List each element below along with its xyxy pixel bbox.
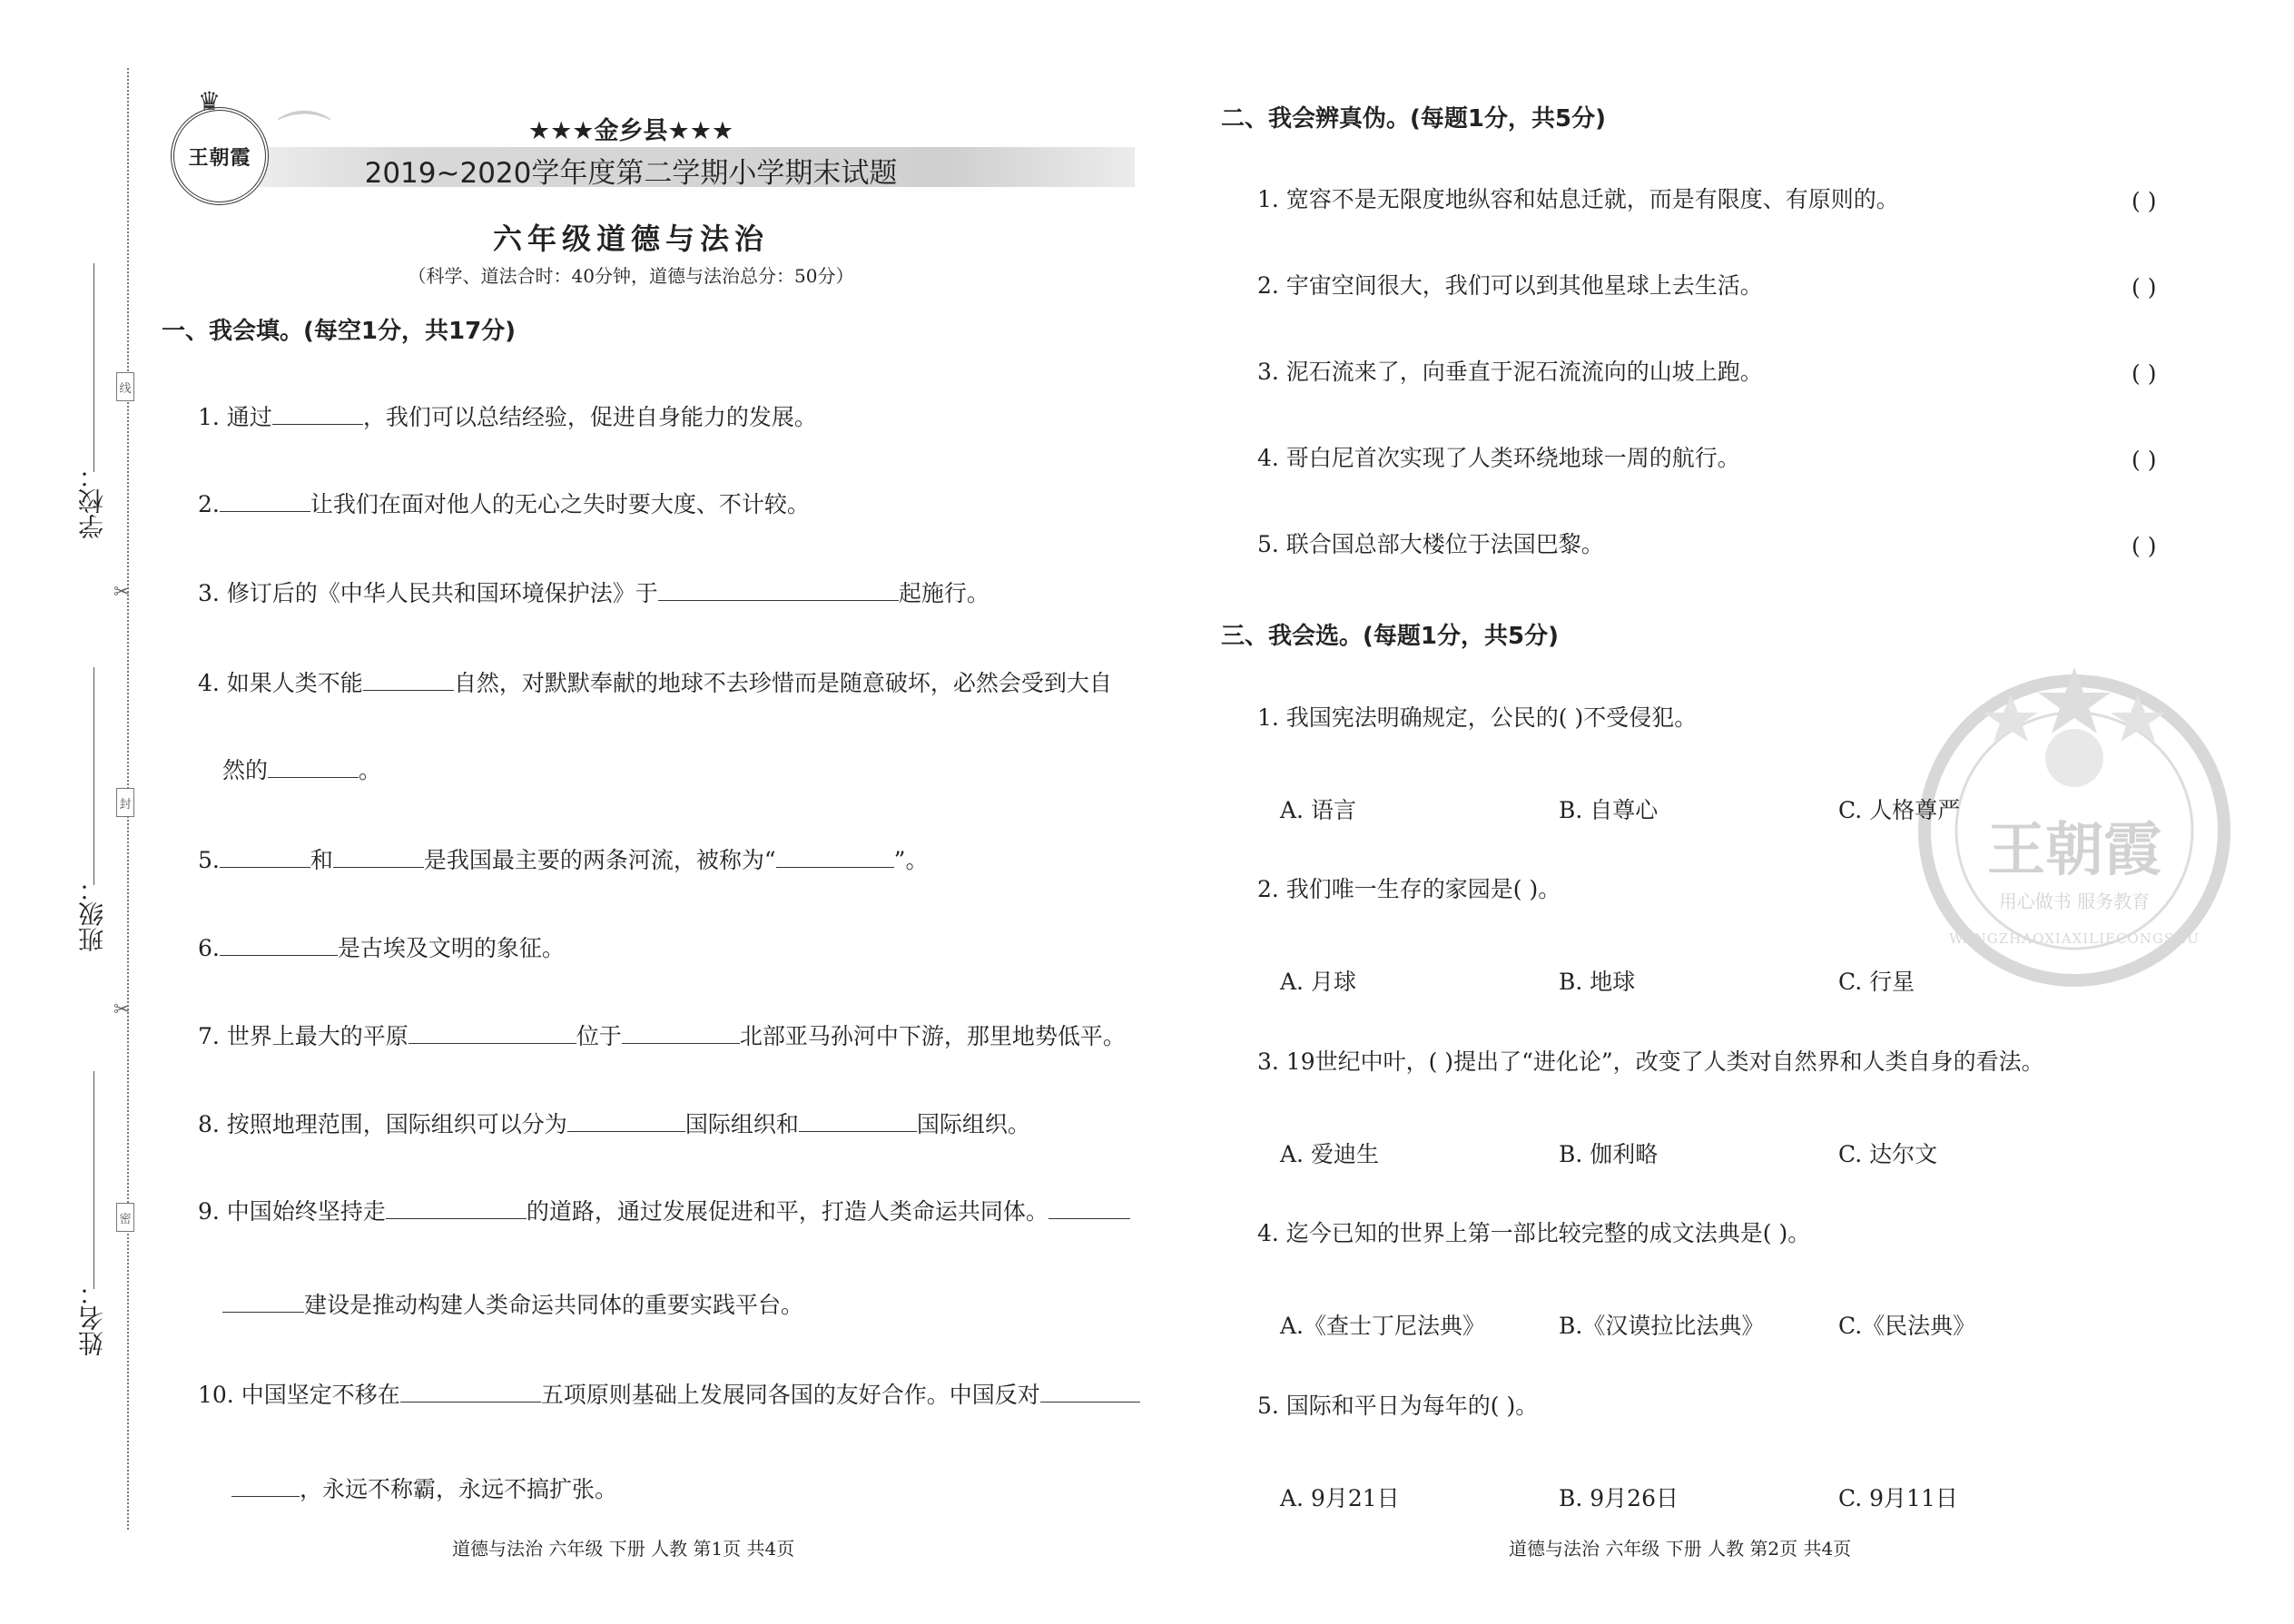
exam-title: 2019~2020学年度第二学期小学期末试题 bbox=[364, 157, 898, 190]
crown-icon: ♛ bbox=[198, 86, 222, 116]
tf-answer-4[interactable]: ( ) bbox=[2132, 447, 2157, 473]
q5-fill: 5. 和 是我国最主要的两条河流，被称为“ ”。 bbox=[198, 847, 929, 873]
q8-fill: 8. 按照地理范围，国际组织可以分为 国际组织和 国际组织。 bbox=[198, 1111, 1030, 1137]
mc-question-2: 2. 我们唯一生存的家园是( )。 bbox=[1257, 876, 1561, 902]
tf-item-5: 5. 联合国总部大楼位于法国巴黎。 bbox=[1257, 531, 1604, 557]
answer-blank[interactable] bbox=[1049, 1198, 1130, 1219]
mc3-option-c[interactable]: C. 达尔文 bbox=[1838, 1141, 1938, 1167]
answer-blank[interactable] bbox=[272, 404, 363, 425]
q1-fill: 1. 通过 ，我们可以总结经验，促进自身能力的发展。 bbox=[198, 404, 817, 430]
logo-text: 王朝霞 bbox=[188, 145, 251, 170]
section3-title: 三、我会选。(每题1分，共5分) bbox=[1221, 623, 1559, 650]
county-title: ★★★金乡县★★★ bbox=[527, 117, 734, 145]
mc-question-5: 5. 国际和平日为每年的( )。 bbox=[1257, 1393, 1539, 1419]
answer-blank[interactable] bbox=[400, 1382, 541, 1403]
mc3-option-a[interactable]: A. 爱迪生 bbox=[1280, 1141, 1379, 1167]
bind-mark-secret: 密 bbox=[116, 1203, 134, 1232]
mc-question-1: 1. 我国宪法明确规定，公民的( )不受侵犯。 bbox=[1257, 704, 1698, 731]
answer-blank[interactable] bbox=[658, 580, 899, 601]
footer-right: 道德与法治 六年级 下册 人教 第2页 共4页 bbox=[1509, 1538, 1852, 1560]
answer-blank[interactable] bbox=[268, 757, 359, 778]
tf-item-2: 2. 宇宙空间很大，我们可以到其他星球上去生活。 bbox=[1257, 272, 1763, 299]
q9-fill-cont: 建设是推动构建人类命运共同体的重要实践平台。 bbox=[222, 1292, 803, 1316]
answer-blank[interactable] bbox=[1040, 1382, 1140, 1403]
q10-fill: 10. 中国坚定不移在 五项原则基础上发展同各国的友好合作。中国反对 bbox=[198, 1382, 1140, 1406]
q7-fill: 7. 世界上最大的平原 位于 北部亚马孙河中下游，那里地势低平。 bbox=[198, 1023, 1126, 1049]
mc1-option-b[interactable]: B. 自尊心 bbox=[1559, 797, 1659, 823]
answer-blank[interactable] bbox=[220, 491, 310, 512]
tf-item-1: 1. 宽容不是无限度地纵容和姑息迁就，而是有限度、有原则的。 bbox=[1257, 186, 1899, 212]
mc2-option-b[interactable]: B. 地球 bbox=[1559, 969, 1636, 995]
mc4-option-c[interactable]: C.《民法典》 bbox=[1838, 1313, 1976, 1339]
subject-title: 六年级道德与法治 bbox=[492, 221, 769, 256]
mc2-option-a[interactable]: A. 月球 bbox=[1280, 969, 1356, 995]
watermark-seal bbox=[1911, 667, 2238, 994]
tf-answer-2[interactable]: ( ) bbox=[2132, 274, 2157, 300]
answer-blank[interactable] bbox=[567, 1111, 685, 1132]
answer-blank[interactable] bbox=[222, 1292, 304, 1313]
tf-answer-5[interactable]: ( ) bbox=[2132, 533, 2157, 559]
watermark-name: 王朝霞 bbox=[1987, 816, 2161, 884]
mc4-option-a[interactable]: A.《查士丁尼法典》 bbox=[1280, 1313, 1486, 1339]
class-label: 班级： bbox=[77, 876, 107, 952]
q10-fill-cont: ，永远不称霸，永远不搞扩张。 bbox=[231, 1476, 617, 1501]
answer-blank[interactable] bbox=[409, 1023, 576, 1044]
answer-blank[interactable] bbox=[622, 1023, 740, 1044]
answer-blank[interactable] bbox=[333, 847, 424, 868]
mc3-option-b[interactable]: B. 伽利略 bbox=[1559, 1141, 1659, 1167]
mc-question-4: 4. 迄今已知的世界上第一部比较完整的成文法典是( )。 bbox=[1257, 1220, 1811, 1246]
answer-blank[interactable] bbox=[386, 1198, 527, 1219]
tf-item-4: 4. 哥白尼首次实现了人类环绕地球一周的航行。 bbox=[1257, 445, 1740, 471]
q2-fill: 2. 让我们在面对他人的无心之失时要大度、不计较。 bbox=[198, 491, 810, 517]
q6-fill: 6. 是古埃及文明的象征。 bbox=[198, 935, 565, 961]
tf-answer-1[interactable]: ( ) bbox=[2132, 188, 2157, 214]
q9-fill: 9. 中国始终坚持走 的道路，通过发展促进和平，打造人类命运共同体。 bbox=[198, 1198, 1130, 1223]
section1-title: 一、我会填。(每空1分，共17分) bbox=[162, 318, 517, 345]
name-label: 姓名： bbox=[77, 1280, 107, 1356]
mc5-option-a[interactable]: A. 9月21日 bbox=[1280, 1485, 1400, 1511]
q3-fill: 3. 修订后的《中华人民共和国环境保护法》于 起施行。 bbox=[198, 580, 989, 606]
watermark-slogan: 用心做书 服务教育 bbox=[1998, 891, 2151, 912]
answer-blank[interactable] bbox=[220, 935, 338, 956]
banner-ribbon-icon: ⌒ bbox=[277, 107, 331, 171]
tf-answer-3[interactable]: ( ) bbox=[2132, 360, 2157, 387]
q4-fill: 4. 如果人类不能 自然，对默默奉献的地球不去珍惜而是随意破坏，必然会受到大自 bbox=[198, 670, 1112, 696]
mc1-option-a[interactable]: A. 语言 bbox=[1280, 797, 1356, 823]
mc2-option-c[interactable]: C. 行星 bbox=[1838, 969, 1915, 995]
mc1-option-c[interactable]: C. 人格尊严 bbox=[1838, 797, 1961, 823]
section2-title: 二、我会辨真伪。(每题1分，共5分) bbox=[1221, 105, 1606, 133]
mc5-option-c[interactable]: C. 9月11日 bbox=[1838, 1485, 1958, 1511]
mc5-option-b[interactable]: B. 9月26日 bbox=[1559, 1485, 1679, 1511]
bind-mark-line: 线 bbox=[116, 372, 134, 401]
scissors-icon: ✂ bbox=[113, 581, 131, 604]
scissors-icon: ✂ bbox=[113, 999, 131, 1021]
mc4-option-b[interactable]: B.《汉谟拉比法典》 bbox=[1559, 1313, 1765, 1339]
answer-blank[interactable] bbox=[776, 847, 894, 868]
mc-question-3: 3. 19世纪中叶，( )提出了“进化论”，改变了人类对自然界和人类自身的看法。 bbox=[1257, 1048, 2044, 1075]
exam-note: （科学、道法合时：40分钟，道德与法治总分：50分） bbox=[408, 265, 854, 287]
q4-fill-cont: 然的 。 bbox=[222, 757, 382, 783]
answer-blank[interactable] bbox=[231, 1476, 300, 1497]
answer-blank[interactable] bbox=[799, 1111, 917, 1132]
answer-blank[interactable] bbox=[363, 670, 454, 691]
footer-left: 道德与法治 六年级 下册 人教 第1页 共4页 bbox=[452, 1538, 795, 1560]
bind-mark-seal: 封 bbox=[116, 788, 134, 817]
school-label: 学校： bbox=[77, 463, 107, 539]
watermark-arc-text: WANGZHAOXIAXILIECONGSHU bbox=[1949, 930, 2200, 947]
tf-item-3: 3. 泥石流来了，向垂直于泥石流流向的山坡上跑。 bbox=[1257, 359, 1763, 385]
answer-blank[interactable] bbox=[220, 847, 310, 868]
